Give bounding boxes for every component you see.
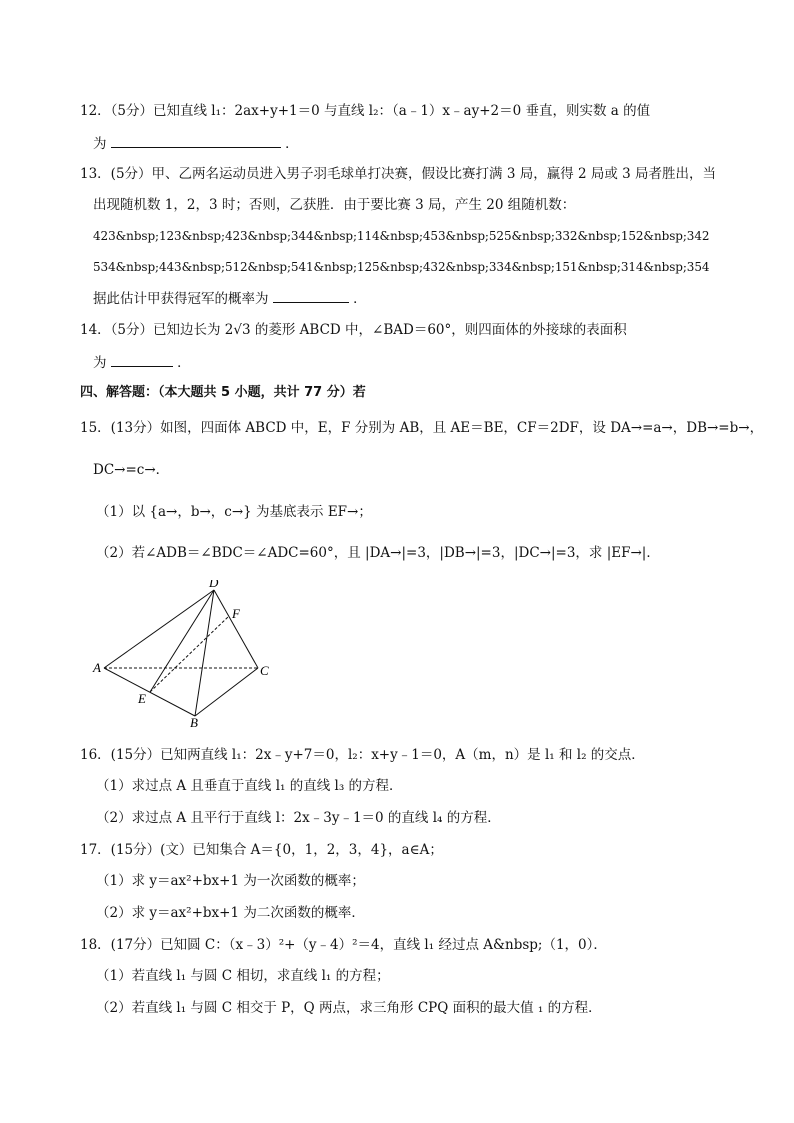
- edge-DC: [214, 590, 258, 668]
- q17-part2: （2）求 y＝ax²+bx+1 为二次函数的概率．: [96, 905, 365, 921]
- q14-line2: [93, 352, 191, 373]
- q16-line1: 16．(15分）已知两直线 l₁：2x﹣y+7＝0，l₂：x+y﹣1＝0，A（m，n）是 l₁ 和 l₂ 的交点．: [80, 747, 645, 763]
- q12-answer-blank: [111, 133, 281, 148]
- q13-data-row2: 534&nbsp;443&nbsp;512&nbsp;541&nbsp;125&nbsp;432&nbsp;334&nbsp;151&nbsp;314&nbsp;354: [93, 260, 710, 274]
- q14-line2-prefix: 为: [93, 355, 107, 371]
- q12-line2-prefix: 为: [93, 136, 107, 152]
- q13-line5: [93, 288, 367, 309]
- edge-DA: [104, 590, 214, 668]
- tetrahedron-figure: [88, 580, 288, 730]
- q12-line1: 12．（5分）已知直线 l₁：2ax+y+1＝0 与直线 l₂：（a﹣1）x﹣ay+2＝0 垂直，则实数 a 的值: [80, 103, 651, 119]
- edge-AB: [104, 668, 195, 716]
- label-F: F: [232, 606, 240, 621]
- label-E: E: [138, 691, 146, 706]
- q14-line2-suffix: ．: [177, 355, 191, 371]
- label-C: C: [260, 663, 269, 678]
- q15-part2: （2）若∠ADB＝∠BDC＝∠ADC=60°，且 |DA→|=3，|DB→|=3，|DC→|=3，求 |EF→|．: [96, 545, 660, 561]
- q14-answer-blank: [111, 352, 173, 367]
- q13-data-row1: 423&nbsp;123&nbsp;423&nbsp;344&nbsp;114&nbsp;453&nbsp;525&nbsp;332&nbsp;152&nbsp;342: [93, 229, 710, 243]
- q14-line1: 14．（5分）已知边长为 2√3 的菱形 ABCD 中，∠BAD＝60°，则四面体的外接球的表面积: [80, 322, 627, 338]
- label-B: B: [190, 715, 198, 730]
- q18-part2: （2）若直线 l₁ 与圆 C 相交于 P，Q 两点，求三角形 CPQ 面积的最大值 ₁ 的方程．: [96, 1000, 602, 1016]
- q15-part1: （1）以 {a→，b→，c→} 为基底表示 EF→；: [96, 504, 372, 520]
- edge-BC: [195, 668, 258, 716]
- label-D: D: [209, 580, 219, 590]
- segment-ED: [150, 590, 214, 692]
- q16-part2: （2）求过点 A 且平行于直线 l：2x﹣3y﹣1＝0 的直线 l₄ 的方程．: [96, 810, 501, 826]
- q18-part1: （1）若直线 l₁ 与圆 C 相切，求直线 l₁ 的方程；: [96, 968, 390, 984]
- q17-line1: 17．(15分）(文）已知集合 A＝{0，1，2，3，4}，a∈A；: [80, 842, 443, 858]
- label-A: A: [93, 660, 101, 675]
- q17-part1: （1）求 y＝ax²+bx+1 为一次函数的概率；: [96, 873, 365, 889]
- section-4-heading: 四、解答题：（本大题共 5 小题，共计 77 分）若: [80, 385, 366, 400]
- q16-part1: （1）求过点 A 且垂直于直线 l₁ 的直线 l₃ 的方程．: [96, 778, 403, 794]
- q13-answer-blank: [273, 288, 349, 303]
- tetrahedron-diagram: [88, 580, 288, 730]
- q13-line1: 13．(5分）甲、乙两名运动员进入男子羽毛球单打决赛，假设比赛打满 3 局，赢得 2 局或 3 局者胜出，当: [80, 166, 717, 182]
- edge-DB: [195, 590, 214, 716]
- q13-line5-prefix: 据此估计甲获得冠军的概率为: [93, 291, 269, 307]
- q13-line5-suffix: ．: [353, 291, 367, 307]
- q15-line1: 15．(13分）如图，四面体 ABCD 中，E，F 分别为 AB，且 AE＝BE，CF＝2DF，设 DA→=a→，DB→=b→，: [80, 420, 764, 436]
- q18-line1: 18．(17分）已知圆 C：（x﹣3）²+（y﹣4）²＝4，直线 l₁ 经过点 A&nbsp;（1，0）．: [80, 937, 607, 953]
- q12-line2: [93, 133, 299, 154]
- q13-line2: 出现随机数 1，2，3 时；否则，乙获胜．由于要比赛 3 局，产生 20 组随机数：: [93, 197, 576, 213]
- q12-line2-suffix: ．: [285, 136, 299, 152]
- q15-line2: DC→=c→．: [93, 462, 170, 478]
